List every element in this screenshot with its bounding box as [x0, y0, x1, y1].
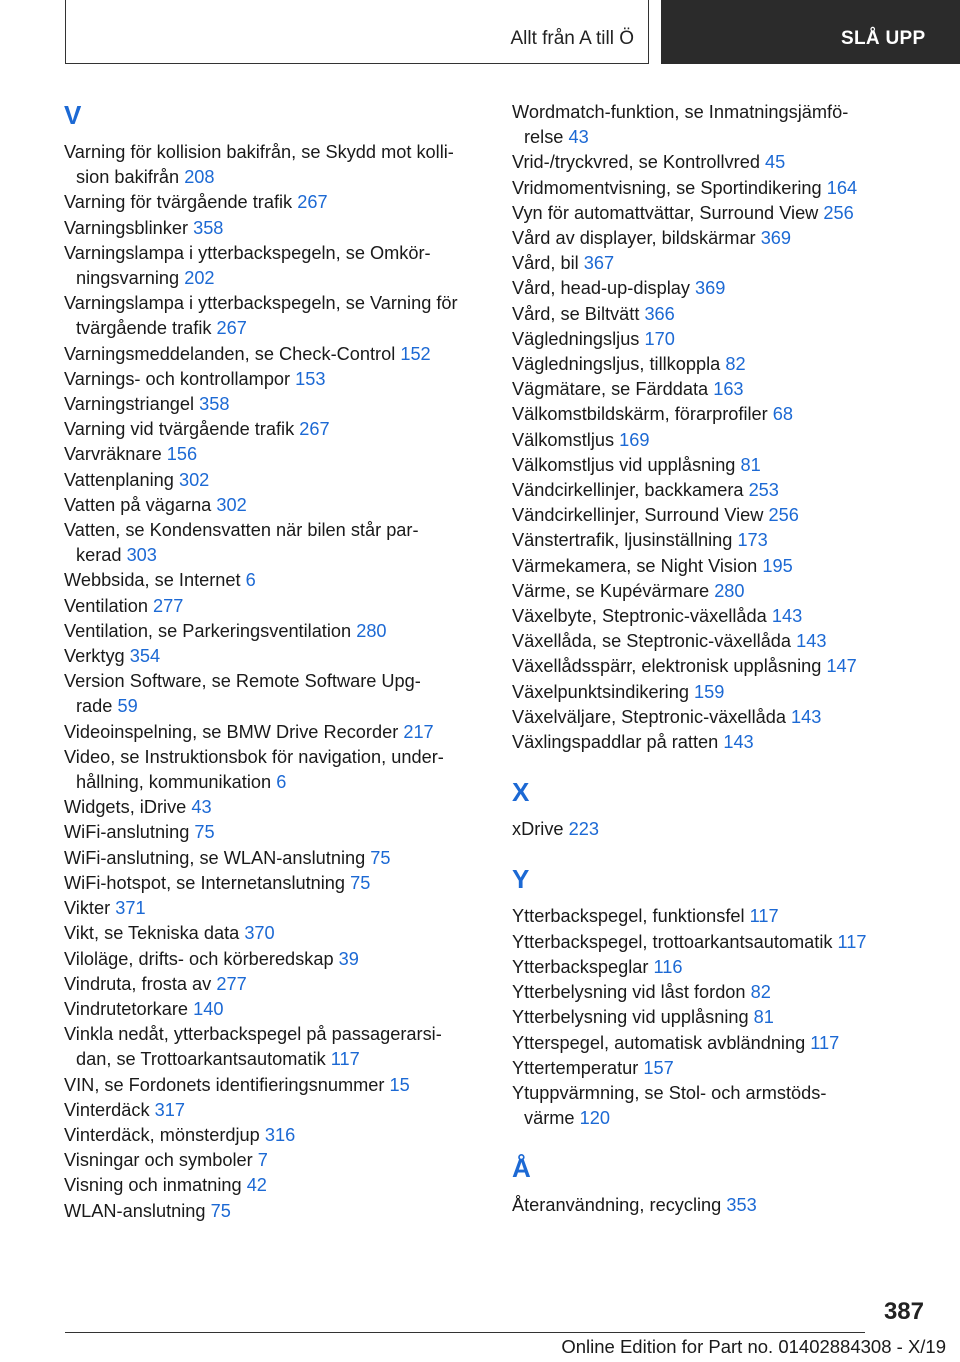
- index-page-link[interactable]: 371: [115, 898, 146, 919]
- index-entry-text: Varningslampa i ytterbackspegeln, se Omkör-: [64, 242, 431, 263]
- index-entry-text: WLAN-anslutning: [64, 1200, 206, 1221]
- index-entry-text: Videoinspelning, se BMW Drive Recorder: [64, 721, 399, 742]
- index-entry-text: Växelbyte, Steptronic-växellåda: [512, 606, 767, 627]
- index-page-link[interactable]: 143: [796, 631, 827, 652]
- index-page-link[interactable]: 81: [753, 1007, 774, 1028]
- index-entry-text: Växelväljare, Steptronic-växellåda: [512, 706, 786, 727]
- index-entry: [64, 140, 484, 190]
- index-letter-heading: Å: [512, 1153, 531, 1184]
- page-number: 387: [883, 1298, 924, 1325]
- index-entry: [64, 644, 484, 669]
- index-entry: [512, 453, 932, 478]
- index-entry-text: Vändcirkellinjer, backkamera: [512, 480, 744, 501]
- index-page-link[interactable]: 42: [246, 1175, 267, 1196]
- index-entry-text: Vård av displayer, bildskärmar: [512, 228, 756, 249]
- index-page-link[interactable]: 367: [583, 253, 615, 274]
- index-entry-text: Ytterbelysning vid låst fordon: [512, 982, 746, 1003]
- index-entry-text: Varnings- och kontrollampor: [64, 368, 291, 389]
- index-page-link[interactable]: 143: [791, 706, 822, 727]
- index-entry: [512, 1005, 932, 1030]
- index-entry-continuation: relse: [524, 127, 564, 148]
- index-page-link[interactable]: 267: [299, 419, 330, 440]
- index-page-link[interactable]: 303: [126, 545, 157, 566]
- index-entry-text: Vinkla nedåt, ytterbackspegel på passagerarsi-: [64, 1024, 442, 1045]
- index-entry-text: Välkomstbildskärm, förarprofiler: [512, 404, 768, 425]
- index-entry: [512, 930, 932, 955]
- index-entry: [512, 478, 932, 503]
- index-page-link[interactable]: 267: [216, 318, 247, 339]
- index-entry-text: WiFi-anslutning: [64, 822, 190, 843]
- index-entry-continuation: dan, se Trottoarkantsautomatik: [76, 1049, 326, 1070]
- index-page-link[interactable]: 6: [276, 772, 287, 793]
- index-page-link[interactable]: 15: [389, 1074, 410, 1095]
- index-entry: [64, 972, 484, 997]
- index-entry: [64, 442, 484, 467]
- index-entry: [64, 1073, 484, 1098]
- index-entry-text: Växlingspaddlar på ratten: [512, 732, 719, 753]
- index-page-link[interactable]: 157: [643, 1057, 674, 1078]
- index-entry-text: Växellåda, se Steptronic-växellåda: [512, 631, 792, 652]
- index-page-link[interactable]: 302: [216, 494, 247, 515]
- index-entry: [64, 795, 484, 820]
- index-entry-list: [512, 904, 932, 1131]
- index-entry-text: Ytterbelysning vid upplåsning: [512, 1007, 749, 1028]
- index-page-link[interactable]: 143: [723, 732, 754, 753]
- index-entry-text: Vrid-/tryckvred, se Kontrollvred: [512, 152, 760, 173]
- index-entry: [64, 568, 484, 593]
- index-entry-text: Varningslampa i ytterbackspegeln, se Varning för: [64, 293, 458, 314]
- index-page-link[interactable]: 152: [400, 343, 431, 364]
- index-entry: [64, 896, 484, 921]
- index-page-link[interactable]: 358: [193, 217, 224, 238]
- index-entry: [64, 846, 484, 871]
- index-entry: [64, 720, 484, 745]
- index-page-link[interactable]: 208: [184, 167, 215, 188]
- index-page-link[interactable]: 280: [356, 620, 387, 641]
- index-page-link[interactable]: 59: [117, 696, 138, 717]
- index-entry: [64, 417, 484, 442]
- index-page-link[interactable]: 316: [264, 1124, 296, 1145]
- index-page-link[interactable]: 159: [694, 681, 725, 702]
- index-page-link[interactable]: 169: [619, 429, 650, 450]
- index-page-link[interactable]: 140: [193, 998, 224, 1019]
- index-entry: [512, 579, 932, 604]
- index-entry: [64, 367, 484, 392]
- index-page-link[interactable]: 358: [199, 394, 230, 415]
- index-page-link[interactable]: 75: [350, 872, 371, 893]
- index-page-link[interactable]: 317: [154, 1099, 186, 1120]
- index-page-link[interactable]: 81: [740, 454, 761, 475]
- index-page-link[interactable]: 256: [768, 505, 799, 526]
- index-entry-text: Återanvändning, recycling: [512, 1195, 722, 1216]
- index-page-link[interactable]: 153: [295, 368, 326, 389]
- index-page-link[interactable]: 164: [826, 177, 858, 198]
- index-entry: [64, 871, 484, 896]
- index-page-link[interactable]: 68: [772, 404, 794, 425]
- index-entry-text: Värme, se Kupévärmare: [512, 580, 710, 601]
- index-entry-text: Vindruta, frosta av: [64, 973, 212, 994]
- index-entry-text: Vattenplaning: [64, 469, 174, 490]
- index-column-left: [64, 100, 484, 1224]
- index-entry-text: WiFi-hotspot, se Internetanslutning: [64, 872, 346, 893]
- index-entry: [512, 904, 932, 929]
- index-entry-text: Vägledningsljus: [512, 328, 640, 349]
- index-entry-text: Webbsida, se Internet: [64, 570, 241, 591]
- header-frame: [65, 0, 649, 64]
- index-entry-text: Vridmomentvisning, se Sportindikering: [512, 177, 822, 198]
- index-entry: [512, 554, 932, 579]
- index-entry: [64, 1148, 484, 1173]
- index-page-link[interactable]: 170: [644, 328, 675, 349]
- index-page-link[interactable]: 173: [737, 530, 768, 551]
- index-entry-text: Wordmatch-funktion, se Inmatningsjämfö-: [512, 102, 849, 122]
- index-entry: [512, 1081, 932, 1131]
- index-entry-text: Vatten på vägarna: [64, 494, 212, 515]
- index-entry: [64, 921, 484, 946]
- index-entry: [64, 1098, 484, 1123]
- index-entry-text: Vikt, se Tekniska data: [64, 923, 240, 944]
- index-entry: [64, 216, 484, 241]
- index-entry: [512, 955, 932, 980]
- index-entry: [512, 402, 932, 427]
- index-entry-text: Vård, head-up-display: [512, 278, 690, 299]
- index-page-link[interactable]: 369: [760, 228, 792, 249]
- index-page-link[interactable]: 117: [749, 906, 779, 927]
- index-entry: [512, 428, 932, 453]
- index-page-link[interactable]: 117: [837, 931, 867, 952]
- index-page-link[interactable]: 143: [771, 606, 803, 627]
- index-entry-text: Värmekamera, se Night Vision: [512, 555, 758, 576]
- index-entry-text: Vatten, se Kondensvatten när bilen står par-: [64, 520, 419, 541]
- index-page-link[interactable]: 43: [568, 127, 589, 148]
- footer-divider: [65, 1332, 865, 1333]
- index-entry-text: Ventilation: [64, 595, 148, 616]
- index-entry: [512, 1031, 932, 1056]
- index-page-link[interactable]: 7: [257, 1150, 268, 1171]
- index-entry: [64, 594, 484, 619]
- index-entry-text: Version Software, se Remote Software Upg-: [64, 671, 421, 692]
- index-entry: [64, 947, 484, 972]
- index-entry: [512, 705, 932, 730]
- index-letter-heading: V: [64, 100, 82, 130]
- index-page-link[interactable]: 217: [403, 721, 434, 742]
- index-entry-text: Varvräknare: [64, 444, 162, 465]
- index-entry: [512, 327, 932, 352]
- index-entry: [512, 201, 932, 226]
- index-entry-text: Vinterdäck, mönsterdjup: [64, 1124, 260, 1145]
- index-entry-text: Visningar och symboler: [64, 1150, 253, 1171]
- index-entry-text: Vård, se Biltvätt: [512, 303, 640, 324]
- index-entry: [512, 302, 932, 327]
- index-entry-text: Välkomstljus: [512, 429, 615, 450]
- index-entry-text: Verktyg: [64, 646, 125, 667]
- index-entry: [64, 342, 484, 367]
- index-entry: [64, 1173, 484, 1198]
- index-entry: [64, 1199, 484, 1224]
- index-entry: [512, 629, 932, 654]
- index-page-link[interactable]: 202: [184, 268, 215, 289]
- index-entry-list: [512, 100, 932, 755]
- index-column-right: [512, 100, 932, 1219]
- index-entry-text: Varning vid tvärgående trafik: [64, 419, 295, 440]
- index-entry-continuation: tvärgående trafik: [76, 318, 212, 339]
- index-letter-heading: X: [512, 777, 530, 808]
- index-entry-text: Välkomstljus vid upplåsning: [512, 454, 736, 475]
- index-entry: [512, 1056, 932, 1081]
- index-page-link[interactable]: 223: [568, 819, 599, 840]
- index-entry-text: Vård, bil: [512, 253, 579, 274]
- index-entry: [64, 241, 484, 291]
- index-page-link[interactable]: 117: [330, 1049, 360, 1070]
- index-page-link[interactable]: 120: [579, 1108, 610, 1129]
- index-entry: [64, 619, 484, 644]
- index-entry-text: Varningsblinker: [64, 217, 189, 238]
- index-entry-text: xDrive: [512, 819, 564, 840]
- index-entry: [512, 604, 932, 629]
- index-entry: [64, 518, 484, 568]
- index-entry-continuation: hållning, kommunikation: [76, 772, 272, 793]
- index-entry-text: Vägmätare, se Färddata: [512, 379, 709, 400]
- index-page-link[interactable]: 277: [216, 973, 247, 994]
- index-page-link[interactable]: 75: [370, 847, 391, 868]
- index-entry: [64, 468, 484, 493]
- index-entry-text: Vinterdäck: [64, 1099, 150, 1120]
- index-entry-list: [512, 1193, 932, 1218]
- index-page-link[interactable]: 82: [750, 982, 771, 1003]
- index-entry: [512, 817, 932, 842]
- index-entry: [64, 392, 484, 417]
- index-entry: [512, 680, 932, 705]
- index-entry-text: Ytterbackspeglar: [512, 956, 649, 977]
- index-page-link[interactable]: 370: [244, 923, 275, 944]
- index-entry-text: Ytterspegel, automatisk avbländning: [512, 1032, 806, 1053]
- index-page-link[interactable]: 353: [726, 1195, 757, 1216]
- index-entry-text: Viloläge, drifts- och körberedskap: [64, 948, 334, 969]
- index-page-link[interactable]: 354: [129, 646, 161, 667]
- index-entry-text: Ytterbackspegel, funktionsfel: [512, 906, 745, 927]
- index-page-link[interactable]: 82: [725, 354, 746, 375]
- index-entry: [512, 176, 932, 201]
- index-page-link[interactable]: 253: [748, 480, 779, 501]
- index-page-link[interactable]: 369: [695, 278, 726, 299]
- index-entry: [64, 190, 484, 215]
- index-entry-text: Vikter: [64, 898, 111, 919]
- index-page-link[interactable]: 39: [338, 948, 359, 969]
- index-entry: [512, 528, 932, 553]
- index-entry: [512, 226, 932, 251]
- index-entry-continuation: kerad: [76, 545, 122, 566]
- index-entry-text: VIN, se Fordonets identifieringsnummer: [64, 1074, 385, 1095]
- index-entry-list: [64, 140, 484, 1224]
- index-page-link[interactable]: 43: [191, 797, 212, 818]
- footer-edition: Online Edition for Part no. 01402884308 - X/19: [561, 1336, 946, 1357]
- index-entry-text: Video, se Instruktionsbok för navigation, under-: [64, 746, 444, 767]
- index-entry: [64, 1123, 484, 1148]
- index-entry-text: Ytuppvärmning, se Stol- och armstöds-: [512, 1082, 827, 1103]
- index-page-link[interactable]: 75: [210, 1200, 231, 1221]
- index-entry: [512, 352, 932, 377]
- lookup-tab[interactable]: [661, 0, 960, 64]
- index-letter-heading: Y: [512, 864, 530, 895]
- index-entry-text: Varningsmeddelanden, se Check-Control: [64, 343, 396, 364]
- index-entry: [512, 654, 932, 679]
- index-entry-text: Vändcirkellinjer, Surround View: [512, 505, 764, 526]
- index-entry-text: Ventilation, se Parkeringsventilation: [64, 620, 352, 641]
- index-page-link[interactable]: 195: [762, 555, 793, 576]
- index-page-link[interactable]: 147: [826, 656, 857, 677]
- index-entry-continuation: sion bakifrån: [76, 167, 180, 188]
- index-page-link[interactable]: 6: [245, 570, 256, 591]
- index-entry-text: Vänstertrafik, ljusinställning: [512, 530, 733, 551]
- index-entry: [512, 377, 932, 402]
- index-page-link[interactable]: 117: [810, 1032, 840, 1053]
- index-entry: [64, 1022, 484, 1072]
- index-entry-text: Ytterbackspegel, trottoarkantsautomatik: [512, 931, 833, 952]
- index-page-link[interactable]: 45: [765, 152, 786, 173]
- index-page-link[interactable]: 75: [194, 822, 215, 843]
- index-entry-text: Widgets, iDrive: [64, 797, 187, 818]
- index-page-link[interactable]: 280: [714, 580, 745, 601]
- index-entry-list: [512, 817, 932, 842]
- index-entry-text: Växellådsspärr, elektronisk upplåsning: [512, 656, 822, 677]
- lookup-tab-label: SLÅ UPP: [841, 28, 926, 49]
- index-entry-text: Yttertemperatur: [512, 1057, 639, 1078]
- index-page-link[interactable]: 302: [178, 469, 210, 490]
- index-page-link[interactable]: 116: [653, 956, 683, 977]
- index-entry: [512, 276, 932, 301]
- index-entry-text: Vindrutetorkare: [64, 998, 189, 1019]
- header-title: Allt från A till Ö: [510, 28, 634, 49]
- index-entry-text: Växelpunktsindikering: [512, 681, 689, 702]
- index-entry-text: Varning för tvärgående trafik: [64, 192, 293, 213]
- index-entry: [512, 1193, 932, 1218]
- index-page-link[interactable]: 163: [713, 379, 744, 400]
- index-page-link[interactable]: 366: [644, 303, 675, 324]
- index-entry: [64, 669, 484, 719]
- index-entry-text: Visning och inmatning: [64, 1175, 242, 1196]
- index-entry: [512, 150, 932, 175]
- index-entry: [512, 100, 932, 150]
- index-entry: [512, 251, 932, 276]
- index-entry: [512, 980, 932, 1005]
- index-entry-text: Vägledningsljus, tillkoppla: [512, 354, 721, 375]
- index-entry: [512, 730, 932, 755]
- index-entry: [64, 820, 484, 845]
- index-page-link[interactable]: 267: [297, 192, 328, 213]
- index-entry: [64, 745, 484, 795]
- index-entry: [64, 997, 484, 1022]
- index-entry: [64, 493, 484, 518]
- index-entry: [512, 503, 932, 528]
- index-page-link[interactable]: 277: [153, 595, 184, 616]
- index-entry-text: Varningstriangel: [64, 394, 195, 415]
- index-page-link[interactable]: 156: [166, 444, 198, 465]
- index-entry-continuation: rade: [76, 696, 113, 717]
- index-entry-text: Varning för kollision bakifrån, se Skydd mot kolli-: [64, 142, 454, 162]
- index-entry: [64, 291, 484, 341]
- index-entry-continuation: värme: [524, 1108, 575, 1129]
- index-entry-text: Vyn för automattvättar, Surround View: [512, 202, 819, 223]
- index-page-link[interactable]: 256: [823, 202, 854, 223]
- index-entry-continuation: ningsvarning: [76, 268, 180, 289]
- index-entry-text: WiFi-anslutning, se WLAN-anslutning: [64, 847, 366, 868]
